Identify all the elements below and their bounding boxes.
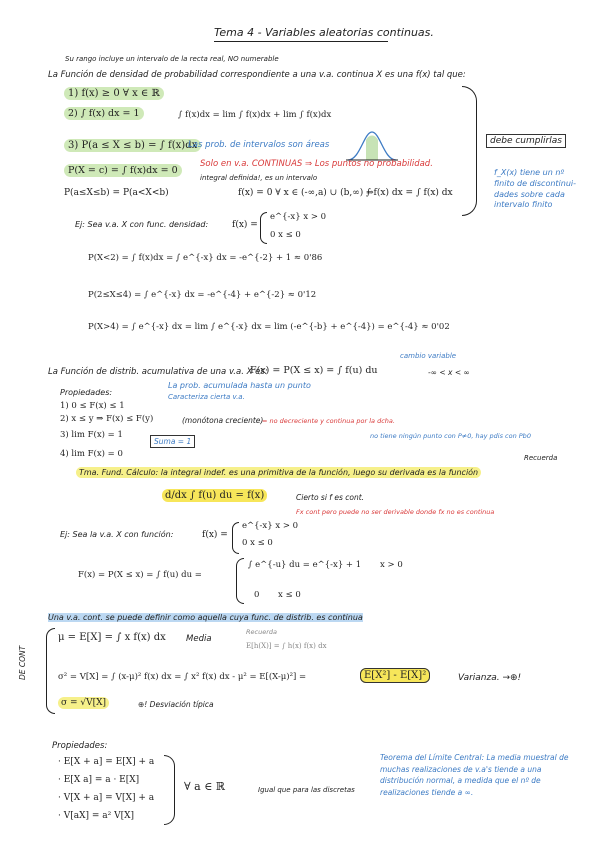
example-2-case-1: e^{-x} x > 0 (242, 521, 299, 531)
property-v-plus-a: · V[X + a] = V[X] + a (58, 793, 155, 803)
example-2-F-case-1-cond: x > 0 (380, 560, 403, 570)
media-label: Media (186, 634, 212, 644)
properties-label: Propiedades: (60, 388, 113, 397)
tfc-statement: Tma. Fund. Cálculo: la integral indef. es una primitiva de la función, luego su derivada es la función (76, 468, 481, 477)
only-continuous-note: Solo en v.a. CONTINUAS ⇒ Los puntos no probabilidad. (200, 159, 433, 169)
prob-acumulada-note: La prob. acumulada hasta un punto (168, 381, 311, 390)
continuous-definition: Una v.a. cont. se puede definir como aquella cuya func. de distrib. es continua (48, 613, 363, 622)
example-2-brace (232, 522, 239, 554)
property-4: 4) lim F(x) = 0 (60, 449, 123, 459)
intervals-equality: P(a≤X≤b) = P(a<X<b) (64, 188, 169, 198)
example-1-p1: P(X<2) = ∫ f(x)dx = ∫ e^{-x} dx = -e^{-2} + 1 ≈ 0'86 (88, 253, 323, 263)
fx-cont-note: Fx cont pero puede no ser derivable donde fx no es continua (296, 508, 495, 516)
density-definition: La Función de densidad de probabilidad correspondiente a una v.a. continua X es una f(x) tal que: (48, 70, 466, 80)
property-e-plus-a: · E[X + a] = E[X] + a (58, 757, 155, 767)
forall-a: ∀ a ∈ ℝ (184, 780, 225, 793)
example-1-p2: P(2≤X≤4) = ∫ e^{-x} dx = -e^{-4} + e^{-2} ≈ 0'12 (88, 290, 317, 300)
property-2: 2) x ≤ y ⇒ F(x) ≤ F(y) (60, 414, 154, 424)
zero-outside: f(x) = 0 ∀ x ∈ (-∞,a) ∪ (b,∞) ⇒ (238, 188, 374, 198)
derivative-identity: d/dx ∫ f(u) du = f(x) (162, 490, 267, 501)
example-1-case-1: e^{-x} x > 0 (270, 212, 327, 222)
properties-2-label: Propiedades: (52, 741, 108, 751)
expectation-h-note: E[h(X)] = ∫ h(x) f(x) dx (246, 642, 327, 650)
integral-definida-note: integral definida!, es un intervalo (200, 174, 318, 182)
property-e-times-a: · E[X a] = a · E[X] (58, 775, 140, 785)
properties-2-brace (164, 755, 175, 825)
monotona-note: (monótona creciente) (182, 416, 264, 425)
distribution-range: -∞ < x < ∞ (428, 368, 470, 377)
example-1-case-2: 0 x ≤ 0 (270, 230, 301, 240)
example-1-f: f(x) = (232, 220, 258, 230)
fx-discontinuity-note: f_X(x) tiene un nº finito de discontinui-dades sobre cada intervalo finito (494, 168, 577, 210)
distribution-definition: La Función de distrib. acumulativa de una v.a. X es: (48, 367, 268, 377)
example-2-F-case-1: ∫ e^{-u} du = e^{-x} + 1 (248, 560, 362, 570)
suma-note: Suma = 1 (150, 437, 195, 446)
areas-note: Las prob. de intervalos son áreas (188, 140, 330, 150)
title-underline (214, 41, 388, 42)
no-tiene-note: no tiene ningún punto con P≠0, hay pdis con Pb0 (370, 432, 531, 440)
example-2-F-case-2-cond: x ≤ 0 (278, 590, 301, 600)
zero-outside-integral: ∫ f(x) dx = ∫ f(x) dx (366, 188, 453, 198)
caracteriza-note: Caracteriza cierta v.a. (168, 393, 245, 401)
property-3: 3) lim F(x) = 1 (60, 430, 123, 440)
example-1-label: Ej: Sea v.a. X con func. densidad: (75, 220, 209, 229)
property-v-times-a: · V[aX] = a² V[X] (58, 811, 135, 821)
example-2-f: f(x) = (202, 530, 228, 540)
variance-box: E[X²] - E[X]² (360, 670, 430, 681)
intro-note: Su rango incluye un intervalo de la recta real, NO numerable (65, 55, 279, 63)
recuerda-2-note: Recuerda (246, 628, 277, 636)
varianza-label: Varianza. →⊕! (458, 673, 522, 683)
example-1-brace (260, 212, 267, 244)
example-2-case-2: 0 x ≤ 0 (242, 538, 273, 548)
no-decreciente-note: = no decreciente y continua por la dcha. (262, 417, 395, 425)
cambio-variable-note: cambio variable (400, 352, 457, 360)
distribution-formula: F(x) = P(X ≤ x) = ∫ f(u) du (250, 365, 378, 376)
moments-brace (46, 628, 55, 714)
example-1-p3: P(X>4) = ∫ e^{-x} dx = lim ∫ e^{-x} dx = lim (-e^{-b} + e^{-4}) = e^{-4} ≈ 0'02 (88, 322, 450, 332)
example-2-label: Ej: Sea la v.a. X con función: (60, 530, 174, 539)
condition-2-expansion: ∫ f(x)dx = lim ∫ f(x)dx + lim ∫ f(x)dx (178, 110, 332, 120)
mean-formula: μ = E[X] = ∫ x f(x) dx (58, 632, 166, 643)
example-2-F-brace (236, 558, 244, 604)
debe-cumplirlas: debe cumplirlas (486, 136, 566, 146)
de-cont-label: DE CONT (18, 645, 27, 680)
right-brace (462, 86, 477, 216)
recuerda-note: Recuerda (524, 454, 558, 462)
cierto-note: Cierto si f es cont. (296, 493, 365, 502)
igual-discretas: Igual que para las discretas (258, 786, 355, 794)
example-2-F: F(x) = P(X ≤ x) = ∫ f(u) du = (78, 570, 202, 580)
condition-2: 2) ∫ f(x) dx = 1 (64, 108, 144, 119)
tcl-note: Teorema del Límite Central: La media muestral de muchas realizaciones de v.a's tiende a una distribución normal, a medida que el nº de realizaciones tiende a ∞. (380, 753, 569, 797)
condition-1: 1) f(x) ≥ 0 ∀ x ∈ ℝ (64, 88, 164, 99)
sigma-formula: σ = √V[X] (58, 698, 109, 708)
condition-3: 3) P(a ≤ X ≤ b) = ∫ f(x)dx (64, 140, 201, 151)
page-title: Tema 4 - Variables aleatorias continuas. (214, 26, 434, 39)
variance-formula: σ² = V[X] = ∫ (x-μ)² f(x) dx = ∫ x² f(x) dx - μ² = E[(X-μ)²] = (58, 672, 307, 682)
desviacion-label: ⊕! Desviación típica (138, 700, 214, 709)
example-2-F-case-2: 0 (254, 590, 260, 600)
property-1: 1) 0 ≤ F(x) ≤ 1 (60, 401, 125, 411)
point-probability: P(X = c) = ∫ f(x)dx = 0 (64, 165, 182, 176)
